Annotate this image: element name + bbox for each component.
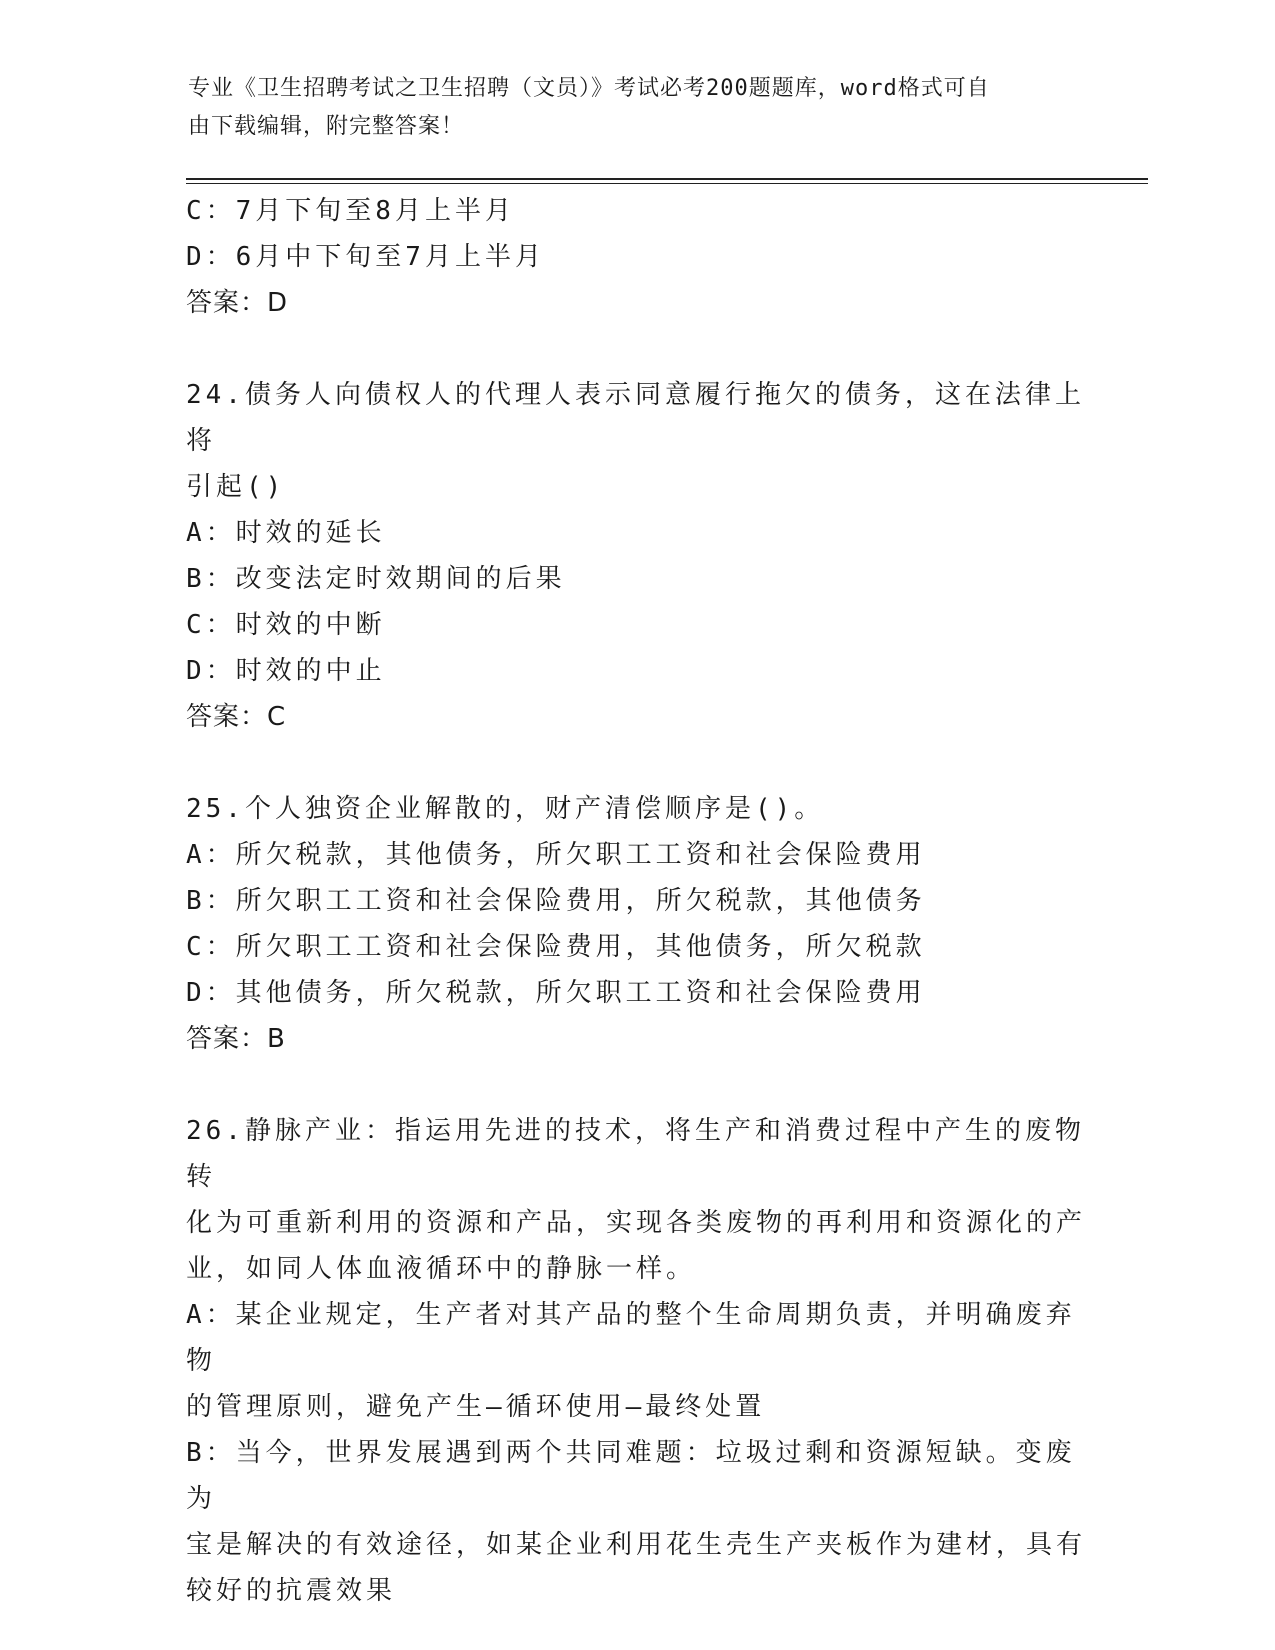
q26-option-b-line-1: B：当今，世界发展遇到两个共同难题：垃圾过剩和资源短缺。变废为 (186, 1438, 1076, 1514)
q26-stem-line-3: 业，如同人体血液循环中的静脉一样。 (186, 1254, 697, 1284)
q26-stem-line-1: 26.静脉产业：指运用先进的技术，将生产和消费过程中产生的废物转 (186, 1116, 1085, 1192)
q25-option-a: A：所欠税款，其他债务，所欠职工工资和社会保险费用 (186, 840, 926, 870)
spacer (186, 326, 1086, 372)
prev-option-c: C：7月下旬至8月上半月 (186, 196, 515, 226)
document-header (188, 70, 1068, 146)
q26-option-b-line-3: 较好的抗震效果 (186, 1576, 397, 1606)
spacer (186, 740, 1086, 786)
q24-option-a: A：时效的延长 (186, 518, 386, 548)
header-divider-thick (186, 178, 1148, 180)
q26-option-b-line-2: 宝是解决的有效途径，如某企业利用花生壳生产夹板作为建材，具有 (186, 1530, 1087, 1560)
q24-answer: 答案：C (186, 702, 287, 732)
prev-answer: 答案：D (186, 288, 289, 318)
q24-stem-line-2: 引起() (186, 472, 286, 502)
q24-option-d: D：时效的中止 (186, 656, 386, 686)
q24-option-b: B：改变法定时效期间的后果 (186, 564, 566, 594)
q24-stem-line-1: 24.债务人向债权人的代理人表示同意履行拖欠的债务，这在法律上将 (186, 380, 1085, 456)
question-content (186, 188, 1086, 1614)
prev-option-d: D：6月中下旬至7月上半月 (186, 242, 545, 272)
q25-stem-line-1: 25.个人独资企业解散的，财产清偿顺序是()。 (186, 794, 825, 824)
q26-stem-line-2: 化为可重新利用的资源和产品，实现各类废物的再利用和资源化的产 (186, 1208, 1087, 1238)
q25-answer: 答案：B (186, 1024, 286, 1054)
q25-option-d: D：其他债务，所欠税款，所欠职工工资和社会保险费用 (186, 978, 926, 1008)
spacer (186, 1062, 1086, 1108)
header-line-1: 专业《卫生招聘考试之卫生招聘（文员）》考试必考200题题库，word格式可自 (188, 76, 990, 101)
header-line-2: 由下载编辑，附完整答案！ (188, 114, 465, 139)
q25-option-b: B：所欠职工工资和社会保险费用，所欠税款，其他债务 (186, 886, 926, 916)
q25-option-c: C：所欠职工工资和社会保险费用，其他债务，所欠税款 (186, 932, 926, 962)
q26-option-a-line-2: 的管理原则，避免产生—循环使用—最终处置 (186, 1392, 766, 1422)
q26-option-a-line-1: A：某企业规定，生产者对其产品的整个生命周期负责，并明确废弃物 (186, 1300, 1076, 1376)
q24-option-c: C：时效的中断 (186, 610, 386, 640)
header-divider-thin (186, 183, 1148, 184)
